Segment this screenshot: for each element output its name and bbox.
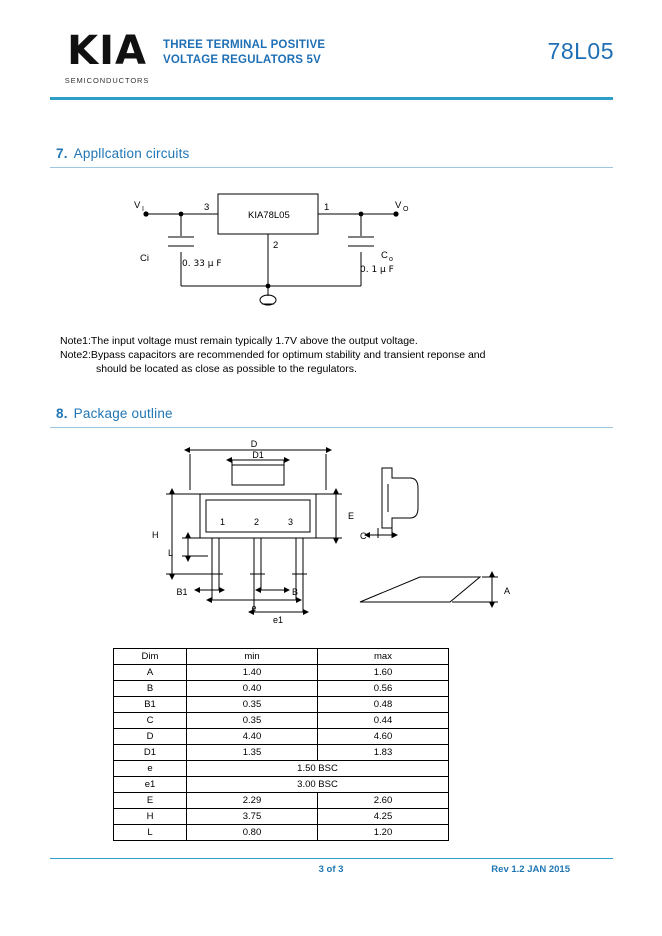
cell-max: 1.60: [318, 665, 449, 681]
svg-text:A: A: [504, 586, 511, 596]
table-header-row: [114, 649, 449, 665]
note-2: Note2:Bypass capacitors are recommended for optimum stability and transient reponse and: [60, 349, 486, 361]
svg-text:0. 33 μ F: 0. 33 μ F: [182, 259, 222, 269]
cell-dim: B1: [114, 697, 187, 713]
application-circuit-diagram: [96, 178, 576, 318]
svg-text:O: O: [403, 206, 409, 213]
cell-dim: C: [114, 713, 187, 729]
cell-max: 2.60: [318, 793, 449, 809]
cell-max: 0.56: [318, 681, 449, 697]
svg-text:KIA78L05: KIA78L05: [248, 210, 290, 221]
col-header-min: min: [187, 649, 318, 665]
table-row: [114, 697, 449, 713]
svg-text:e: e: [251, 603, 257, 613]
table-row: [114, 665, 449, 681]
cell-min: 3.75: [187, 809, 318, 825]
cell-min: 0.40: [187, 681, 318, 697]
application-notes: [60, 334, 600, 376]
section-number-7: 7.: [56, 146, 68, 161]
page-header: [0, 0, 662, 110]
table-row: [114, 745, 449, 761]
cell-dim: e: [114, 761, 187, 777]
svg-text:H: H: [152, 530, 159, 540]
cell-dim: L: [114, 825, 187, 841]
document-title-line2: VOLTAGE REGULATORS 5V: [163, 54, 321, 66]
company-logo: [52, 30, 162, 85]
section-label-application: Appllcation circuits: [73, 146, 190, 161]
section-number-8: 8.: [56, 406, 68, 421]
table-row: [114, 729, 449, 745]
cell-min: 0.35: [187, 697, 318, 713]
cell-min: 4.40: [187, 729, 318, 745]
table-row: [114, 681, 449, 697]
note-2-continued: should be located as close as possible to the regulators.: [96, 363, 357, 375]
svg-text:C: C: [360, 531, 367, 541]
svg-text:V: V: [395, 200, 402, 211]
document-title: [163, 38, 325, 68]
document-title-line1: THREE TERMINAL POSITIVE: [163, 39, 326, 51]
cell-max: 4.60: [318, 729, 449, 745]
svg-text:2: 2: [273, 240, 279, 251]
cell-dim: A: [114, 665, 187, 681]
cell-max: 1.83: [318, 745, 449, 761]
cell-dim: D: [114, 729, 187, 745]
cell-min: 0.80: [187, 825, 318, 841]
table-row: [114, 761, 449, 777]
cell-max: 0.44: [318, 713, 449, 729]
svg-text:0. 1 μ F: 0. 1 μ F: [360, 265, 394, 275]
cell-dim: B: [114, 681, 187, 697]
svg-text:3: 3: [288, 517, 294, 527]
svg-text:E: E: [348, 511, 355, 521]
svg-text:V: V: [134, 200, 141, 211]
cell-dim: e1: [114, 777, 187, 793]
table-row: [114, 809, 449, 825]
cell-max: 0.48: [318, 697, 449, 713]
table-row: [114, 777, 449, 793]
page-number: 3 of 3: [318, 864, 344, 875]
cell-dim: D1: [114, 745, 187, 761]
svg-text:D: D: [250, 439, 258, 449]
section-heading-application: [56, 146, 189, 161]
cell-dim: E: [114, 793, 187, 809]
section-heading-package: [56, 406, 173, 421]
section-divider-application: [50, 167, 613, 168]
svg-text:B1: B1: [176, 587, 188, 597]
svg-text:Ci: Ci: [140, 253, 149, 264]
cell-min: 2.29: [187, 793, 318, 809]
table-row: [114, 793, 449, 809]
logo-text: KIA: [67, 28, 147, 74]
package-outline-drawing: [120, 432, 550, 642]
note-1: Note1:The input voltage must remain typically 1.7V above the output voltage.: [60, 335, 418, 347]
svg-text:L: L: [168, 548, 174, 558]
svg-text:C: C: [381, 250, 388, 261]
svg-text:2: 2: [254, 517, 260, 527]
col-header-dim: Dim: [114, 649, 187, 665]
cell-max: 1.20: [318, 825, 449, 841]
logo-subtitle: SEMICONDUCTORS: [64, 76, 150, 85]
package-dimensions-table: [113, 648, 449, 841]
cell-max: 4.25: [318, 809, 449, 825]
col-header-max: max: [318, 649, 449, 665]
cell-min: 1.40: [187, 665, 318, 681]
cell-span: 1.50 BSC: [187, 761, 449, 777]
table-row: [114, 713, 449, 729]
svg-text:1: 1: [220, 517, 226, 527]
svg-text:e1: e1: [272, 615, 284, 625]
section-label-package: Package outline: [73, 406, 173, 421]
svg-text:I: I: [142, 206, 144, 213]
svg-text:o: o: [389, 256, 393, 263]
svg-text:1: 1: [324, 202, 330, 213]
table-row: [114, 825, 449, 841]
svg-text:B: B: [292, 587, 299, 597]
revision-label: Rev 1.2 JAN 2015: [491, 864, 570, 875]
cell-min: 0.35: [187, 713, 318, 729]
svg-text:3: 3: [204, 202, 210, 213]
cell-span: 3.00 BSC: [187, 777, 449, 793]
cell-dim: H: [114, 809, 187, 825]
part-number: 78L05: [547, 38, 614, 64]
section-divider-package: [50, 427, 613, 428]
header-divider: [50, 97, 613, 100]
cell-min: 1.35: [187, 745, 318, 761]
svg-text:D1: D1: [252, 450, 264, 460]
footer-divider: [50, 858, 613, 859]
